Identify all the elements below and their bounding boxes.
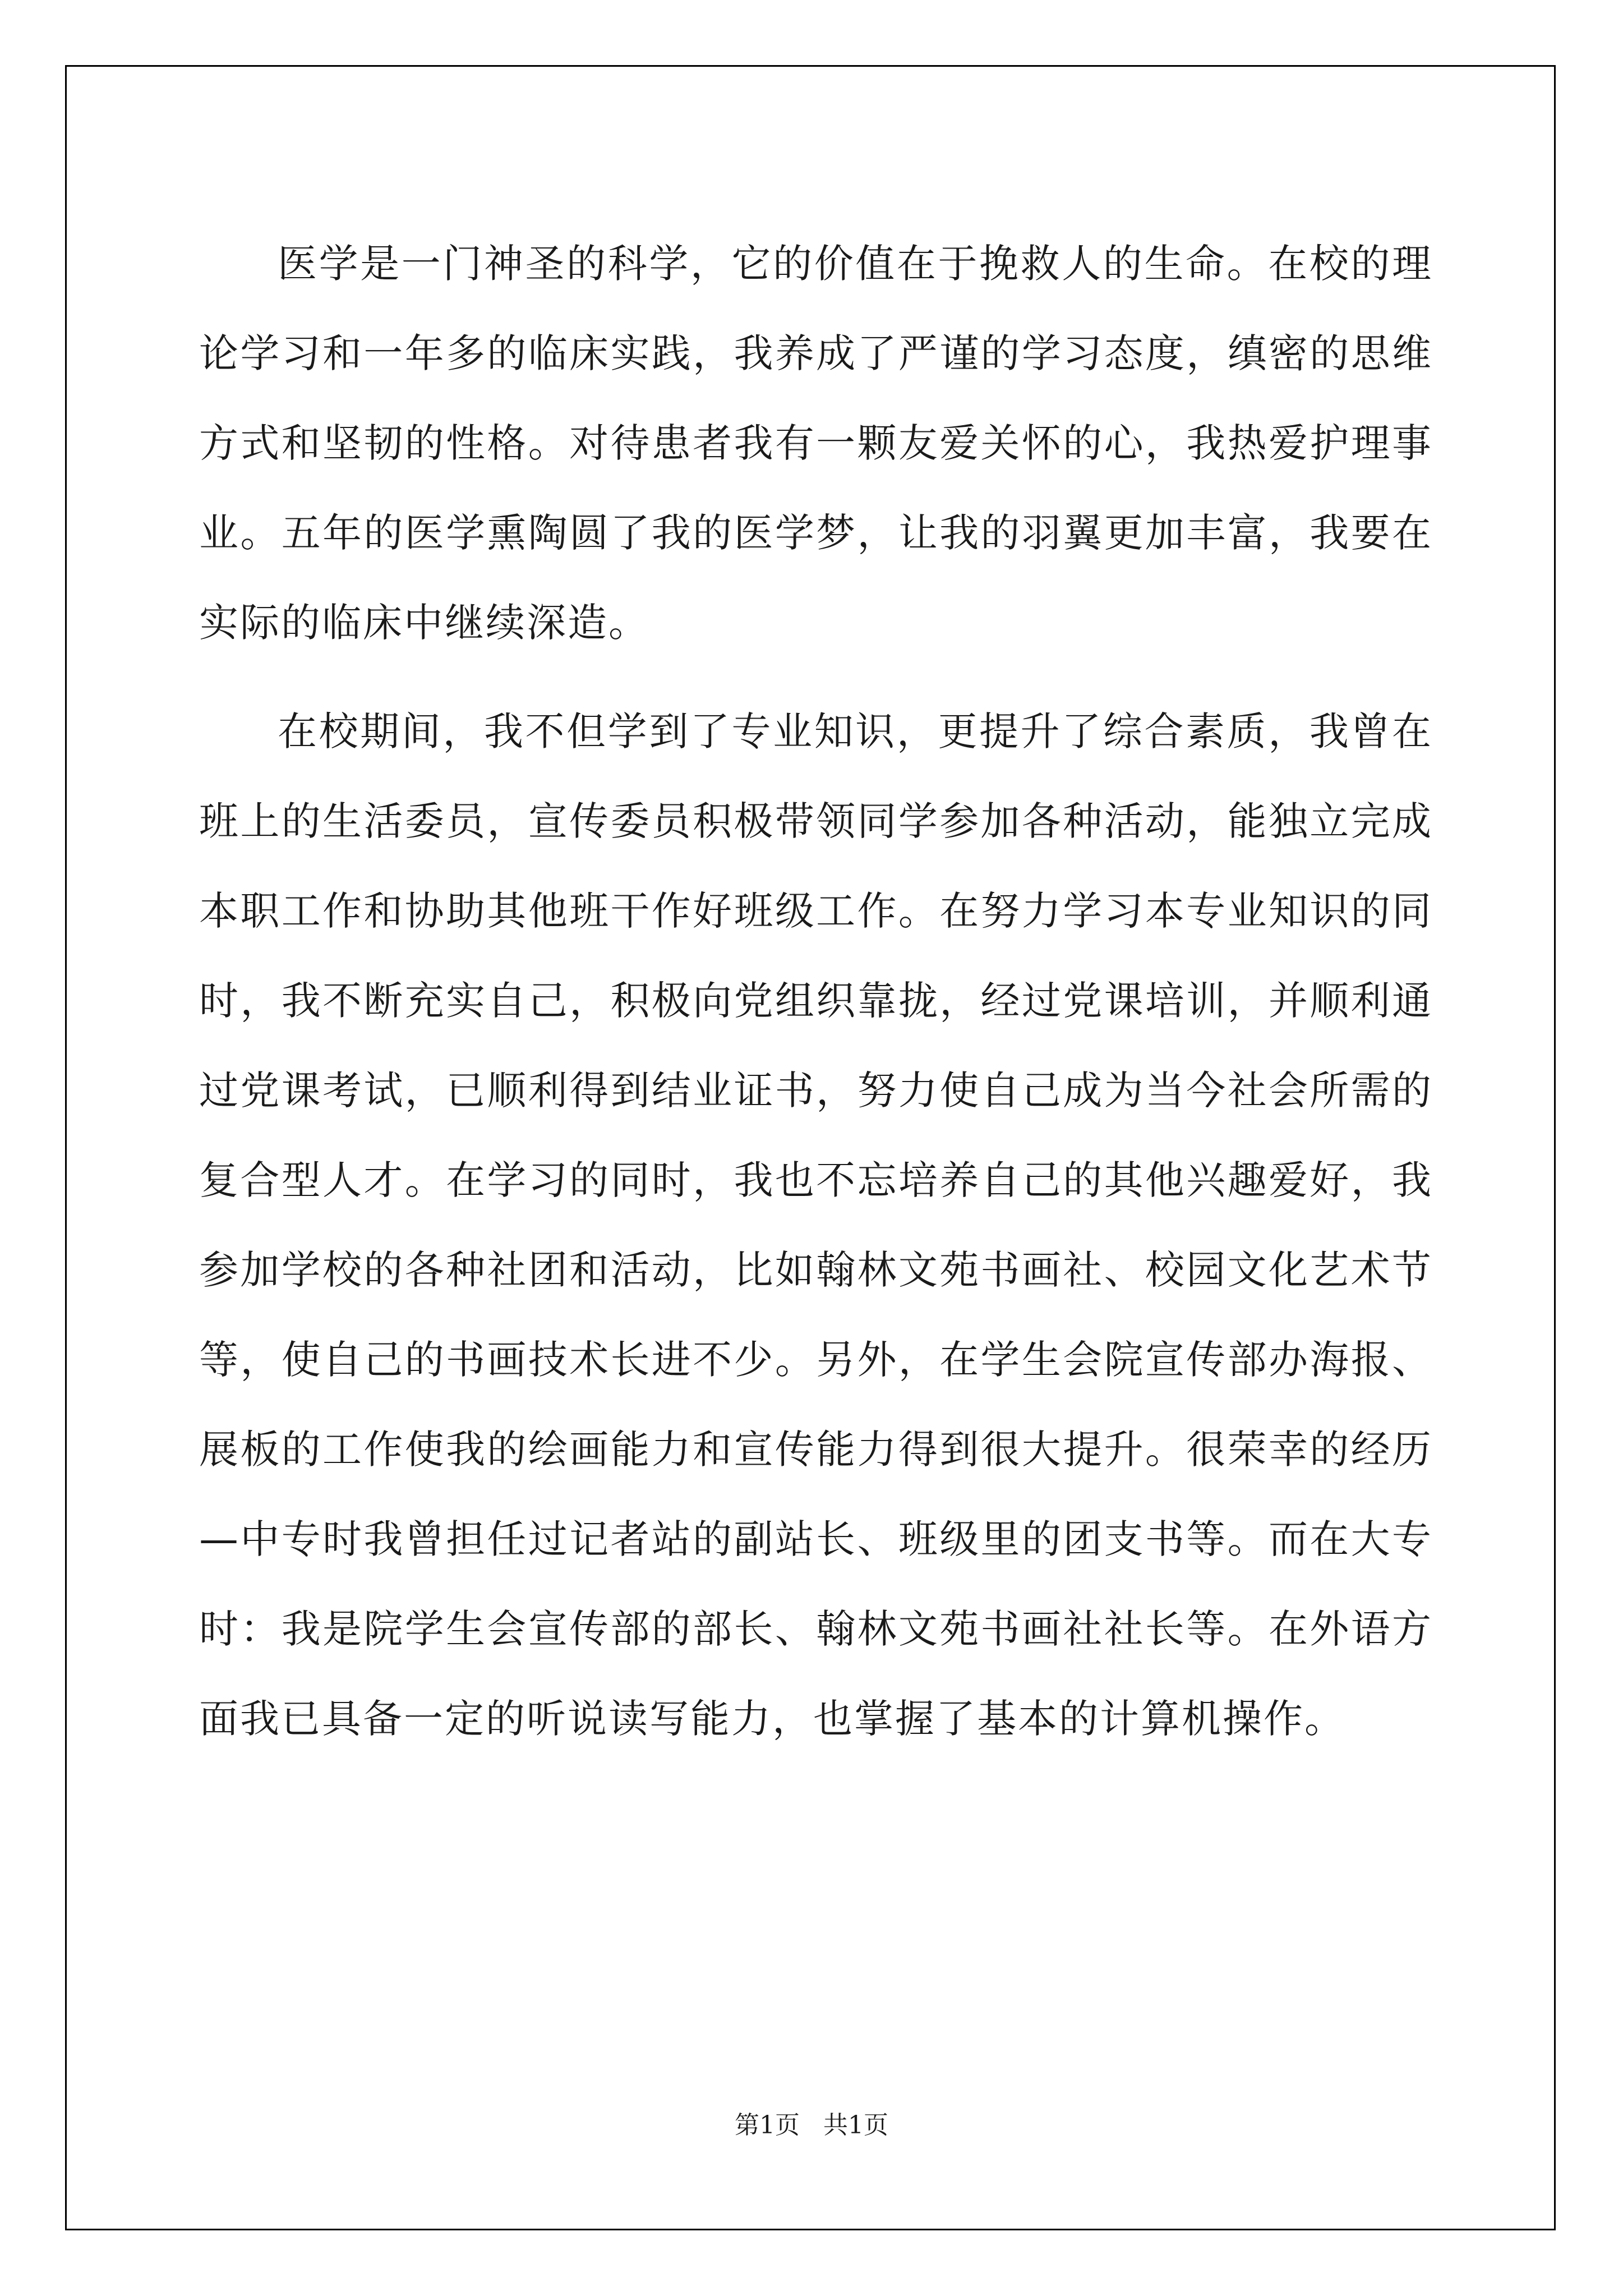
- page-footer: 第1页 共1页: [735, 2111, 888, 2139]
- document-body: [199, 219, 1433, 1764]
- paragraph-2: 在校期间，我不但学到了专业知识，更提升了综合素质，我曾在班上的生活委员，宣传委员积极带领同学参加各种活动，能独立完成本职工作和协助其他班干作好班级工作。在努力学习本专业知识的同时，我不断充实自己，积极向党组织靠拢，经过党课培训，并顺利通过党课考试，已顺利得到结业证书，努力使自己成为当今社会所需的复合型人才。在学习的同时，我也不忘培养自己的其他兴趣爱好，我参加学校的各种社团和活动，比如翰林文苑书画社、校园文化艺术节等，使自己的书画技术长进不少。另外，在学生会院宣传部办海报、展板的工作使我的绘画能力和宣传能力得到很大提升。很荣幸的经历—中专时我曾担任过记者站的副站长、班级里的团支书等。而在大专时：我是院学生会宣传部的部长、翰林文苑书画社社长等。在外语方面我已具备一定的听说读写能力，也掌握了基本的计算机操作。: [199, 708, 1433, 1742]
- paragraph-1: 医学是一门神圣的科学，它的价值在于挽救人的生命。在校的理论学习和一年多的临床实践，我养成了严谨的学习态度，缜密的思维方式和坚韧的性格。对待患者我有一颗友爱关怀的心，我热爱护理事业。五年的医学熏陶圆了我的医学梦，让我的羽翼更加丰富，我要在实际的临床中继续深造。: [199, 241, 1433, 646]
